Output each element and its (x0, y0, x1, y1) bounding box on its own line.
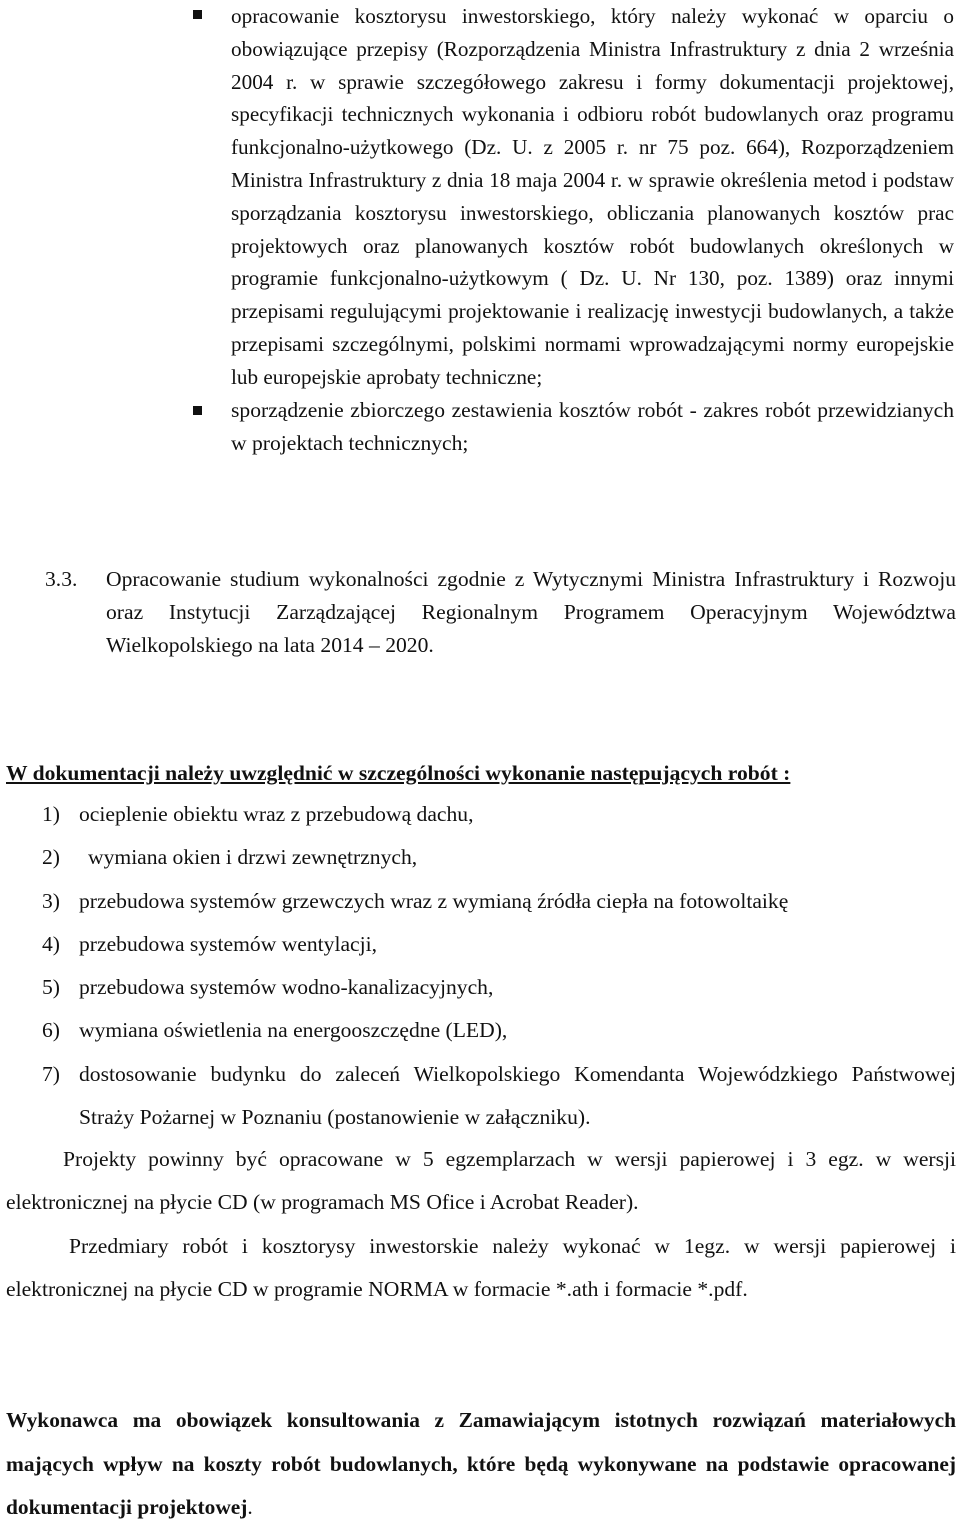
item-text: przebudowa systemów wodno-kanalizacyjnych, (79, 975, 494, 1000)
required-works (0, 753, 960, 1139)
item-number: 7) (42, 1061, 60, 1086)
works-list (0, 793, 960, 1139)
bullet-text: opracowanie kosztorysu inwestorskiego, który należy wykonać w oparciu o obowiązujące przepisy (Rozporządzenia Ministra Infrastruktury z dnia 2 września 2004 r. w sprawie szczegółowego zakresu i formy dokumentacji projektowej, specyfikacji technicznych wykonania i odbioru robót budowlanych oraz programu funkcjonalno-użytkowego (Dz. U. z 2005 r. nr 75 poz. 664), Rozporządzeniem Ministra Infrastruktury z dnia 18 maja 2004 r. w sprawie określenia metod i podstaw sporządzania kosztorysu inwestorskiego, obliczania planowanych kosztów prac projektowych oraz planowanych kosztów robót budowlanych określonych w programie funkcjonalno-użytkowym ( Dz. U. Nr 130, poz. 1389) oraz innymi przepisami regulującymi projektowanie i realizację inwestycji budowlanych, a także przepisami szczególnymi, polskimi normami wprowadzającymi normy europejskie lub europejskie aprobaty techniczne; (231, 4, 954, 389)
item-text: wymiana okien i drzwi zewnętrznych, (88, 845, 418, 870)
square-bullet-icon (193, 406, 202, 415)
section-text: Opracowanie studium wykonalności zgodnie z Wytycznymi Ministra Infrastruktury i Rozwoju oraz Instytucji Zarządzającej Regionalnym Programem Operacyjnym Województwa Wielkopolskiego na lata 2014 – 2020. (106, 567, 956, 657)
list-item (0, 1053, 960, 1140)
paragraph-text: Projekty powinny być opracowane w 5 egzemplarzach w wersji papierowej i 3 egz. w wersji elektronicznej na płycie CD (w programach MS Ofice i Acrobat Reader). (6, 1147, 956, 1215)
bullet-text: sporządzenie zbiorczego zestawienia kosztów robót - zakres robót przewidzianych w projektach technicznych; (231, 397, 954, 455)
list-item (0, 923, 960, 966)
item-text: wymiana oświetlenia na energooszczędne (LED), (79, 1018, 508, 1043)
contractor-obligation (0, 1399, 960, 1530)
item-number: 2) (42, 845, 60, 870)
item-text: przebudowa systemów grzewczych wraz z wymianą źródła ciepła na fotowoltaikę (79, 888, 789, 913)
section-number: 3.3. (45, 567, 78, 591)
item-number: 1) (42, 802, 60, 826)
contractor-end-period: . (247, 1495, 253, 1519)
list-item (0, 880, 960, 923)
contractor-bold-text: Wykonawca ma obowiązek konsultowania z Zamawiającym istotnych rozwiązań materiałowych mających wpływ na koszty robót budowlanych, które będą wykonywane na podstawie opracowanej dokumentacji projektowej (6, 1408, 956, 1519)
item-number: 4) (42, 931, 60, 956)
paragraph-text: Przedmiary robót i kosztorysy inwestorskie należy wykonać w 1egz. w wersji papierowej i elektronicznej na płycie CD w programie NORMA w formacie *.ath i formacie *.pdf. (6, 1234, 956, 1302)
bullet-item-cost-estimate (0, 0, 960, 394)
item-text: dostosowanie budynku do zaleceń Wielkopolskiego Komendanta Wojewódzkiego Państwowej Straży Pożarnej w Poznaniu (postanowienie w załączniku). (79, 1061, 956, 1130)
contractor-obligation-text (6, 1399, 956, 1530)
list-item (0, 966, 960, 1009)
item-text: ocieplenie obiektu wraz z przebudową dachu, (79, 802, 474, 826)
item-number: 5) (42, 975, 60, 1000)
bullet-item-cost-summary (0, 394, 960, 460)
item-number: 3) (42, 888, 60, 913)
list-item (0, 836, 960, 879)
works-heading: W dokumentacji należy uwzględnić w szczególności wykonanie następujących robót : (6, 761, 791, 785)
item-text: przebudowa systemów wentylacji, (79, 931, 378, 956)
estimates-paragraph (0, 1225, 960, 1312)
section-3-3 (0, 563, 960, 662)
projects-paragraph (0, 1138, 960, 1225)
list-item (0, 1009, 960, 1052)
list-item (0, 793, 960, 836)
bullet-list (0, 0, 960, 460)
item-number: 6) (42, 1018, 60, 1043)
square-bullet-icon (193, 10, 202, 19)
